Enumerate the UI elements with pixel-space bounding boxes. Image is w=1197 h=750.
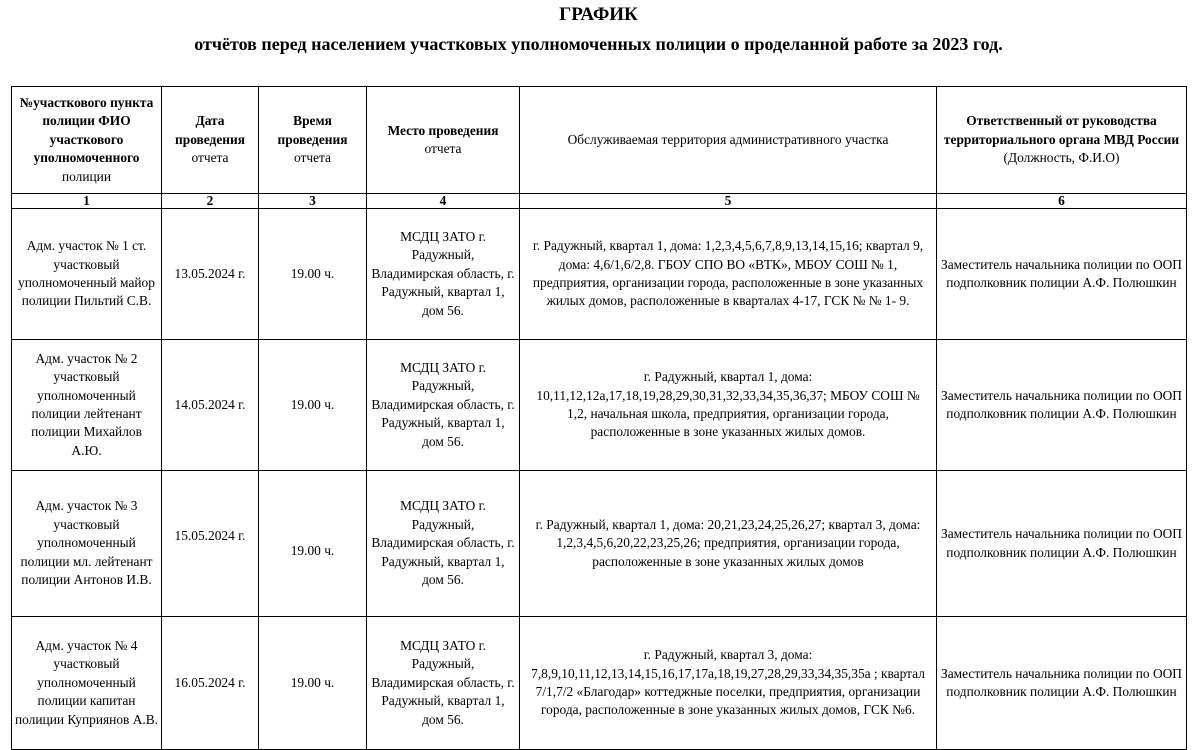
schedule-table (11, 86, 1187, 750)
officer-cell: Адм. участок № 3 участковый уполномоченный полиции мл. лейтенант полиции Антонов И.В. (12, 471, 162, 617)
header-responsible (937, 87, 1187, 194)
place-cell: МСДЦ ЗАТО г. Радужный, Владимирская область, г. Радужный, квартал 1, дом 56. (367, 471, 520, 617)
officer-cell: Адм. участок № 4 участковый уполномоченный полиции капитан полиции Куприянов А.В. (12, 617, 162, 750)
date-cell: 14.05.2024 г. (162, 340, 259, 471)
table-row (12, 340, 1187, 471)
header-row (12, 87, 1187, 194)
header-officer-bold: №участкового пункта полиции ФИО участкового уполномоченного (19, 94, 154, 166)
time-cell: 19.00 ч. (259, 617, 367, 750)
header-place (367, 87, 520, 194)
header-time (259, 87, 367, 194)
column-number: 6 (937, 194, 1187, 209)
column-number: 2 (162, 194, 259, 209)
responsible-cell: Заместитель начальника полиции по ООП подполковник полиции А.Ф. Полюшкин (937, 617, 1187, 750)
place-cell: МСДЦ ЗАТО г. Радужный, Владимирская область, г. Радужный, квартал 1, дом 56. (367, 617, 520, 750)
header-place-normal: отчета (424, 141, 462, 156)
territory-cell: г. Радужный, квартал 1, дома: 10,11,12,12а,17,18,19,28,29,30,31,32,33,34,35,36,37; МБОУ СОШ № 1,2, начальная школа, предприятия, организации города, расположенные в зоне указанных жилых домов. (520, 340, 937, 471)
territory-cell: г. Радужный, квартал 1, дома: 20,21,23,24,25,26,27; квартал 3, дома: 1,2,3,4,5,6,20,22,23,25,26; предприятия, организации города, расположенные в зоне указанных жилых домов (520, 471, 937, 617)
document-title: ГРАФИК (559, 4, 638, 25)
time-cell: 19.00 ч. (259, 209, 367, 340)
column-number-row (12, 194, 1187, 209)
column-number: 4 (367, 194, 520, 209)
column-number: 5 (520, 194, 937, 209)
column-number: 3 (259, 194, 367, 209)
officer-cell: Адм. участок № 2 участковый уполномоченный полиции лейтенант полиции Михайлов А.Ю. (12, 340, 162, 471)
territory-cell: г. Радужный, квартал 1, дома: 1,2,3,4,5,6,7,8,9,13,14,15,16; квартал 9, дома: 4,6/1,6/2,8. ГБОУ СПО ВО «ВТК», МБОУ СОШ № 1, предприятия, организации города, расположенные в зоне указанных жилых домов, расположенные в кварталах 4-17, ГСК № № 1- 9. (520, 209, 937, 340)
time-cell: 19.00 ч. (259, 340, 367, 471)
header-place-bold: Место проведения (387, 122, 499, 138)
time-cell: 19.00 ч. (259, 471, 367, 617)
header-officer (12, 87, 162, 194)
header-date-normal: отчета (191, 150, 229, 166)
table-row (12, 471, 1187, 617)
header-responsible-normal: (Должность, Ф.И.О) (1003, 150, 1120, 166)
date-cell: 15.05.2024 г. (162, 471, 259, 617)
header-officer-normal: полиции (61, 168, 112, 184)
header-time-normal: отчета (293, 150, 331, 166)
responsible-cell: Заместитель начальника полиции по ООП подполковник полиции А.Ф. Полюшкин (937, 471, 1187, 617)
responsible-cell: Заместитель начальника полиции по ООП подполковник полиции А.Ф. Полюшкин (937, 340, 1187, 471)
document-subtitle: отчётов перед населением участковых уполномоченных полиции о проделанной работе за 2023 год. (194, 34, 1003, 54)
header-territory (520, 87, 937, 194)
header-date (162, 87, 259, 194)
table-row (12, 209, 1187, 340)
header-responsible-bold: Ответственный от руководства территориального органа МВД России (943, 113, 1180, 147)
place-cell: МСДЦ ЗАТО г. Радужный, Владимирская область, г. Радужный, квартал 1, дом 56. (367, 209, 520, 340)
date-cell: 13.05.2024 г. (162, 209, 259, 340)
table-row (12, 617, 1187, 750)
place-cell: МСДЦ ЗАТО г. Радужный, Владимирская область, г. Радужный, квартал 1, дом 56. (367, 340, 520, 471)
officer-cell: Адм. участок № 1 ст. участковый уполномоченный майор полиции Пильтий С.В. (12, 209, 162, 340)
date-cell: 16.05.2024 г. (162, 617, 259, 750)
header-time-bold: Время проведения (277, 113, 348, 147)
territory-cell: г. Радужный, квартал 3, дома: 7,8,9,10,11,12,13,14,15,16,17,17а,18,19,27,28,29,33,34,35,35а ; квартал 7/1,7/2 «Благодар» коттеджные поселки, предприятия, организации города, расположенные в зоне указанных жилых домов, ГСК №6. (520, 617, 937, 750)
header-territory-text: Обслуживаемая территория административного участка (567, 131, 889, 147)
responsible-cell: Заместитель начальника полиции по ООП подполковник полиции А.Ф. Полюшкин (937, 209, 1187, 340)
column-number: 1 (12, 194, 162, 209)
header-date-bold: Дата проведения (175, 113, 245, 147)
